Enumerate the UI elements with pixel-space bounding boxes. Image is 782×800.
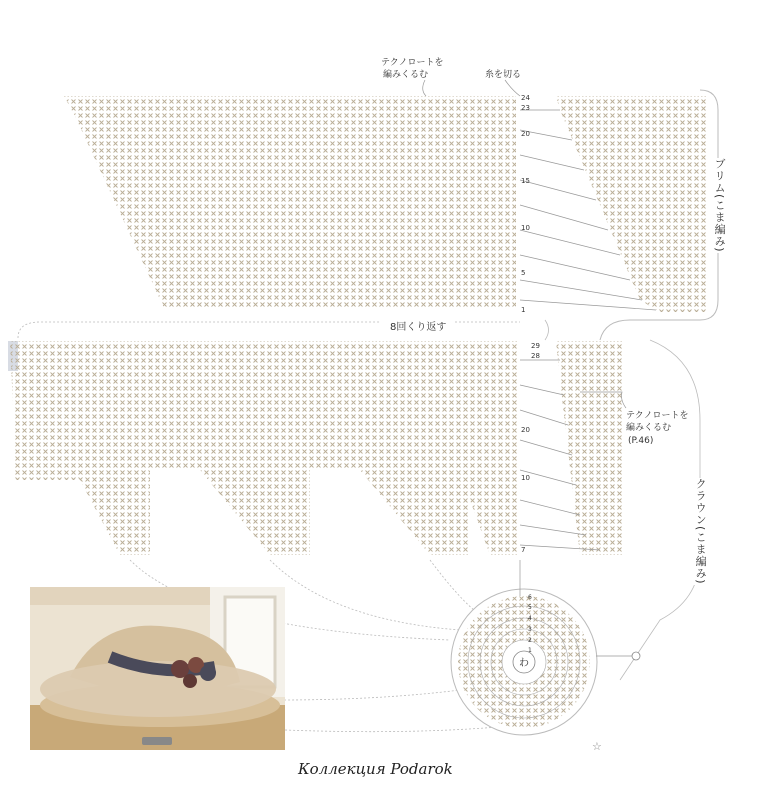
circle-row-num: 1 — [528, 647, 532, 654]
techno-note-mid-ref: (P.46) — [628, 436, 654, 446]
brim-label — [713, 158, 725, 253]
brim-row-num: 15 — [521, 177, 530, 185]
cut-yarn-note: 糸を切る — [485, 70, 522, 80]
repeat-annotation — [18, 321, 520, 338]
circle-row-num: 4 — [528, 615, 532, 622]
crown-row-num: 7 — [521, 546, 526, 554]
brim-chart — [64, 90, 718, 340]
crown-label — [694, 478, 706, 585]
brim-row-num: 10 — [521, 224, 530, 232]
crown-row-num: 28 — [531, 352, 540, 360]
circle-row-num: 3 — [528, 626, 532, 633]
brim-row-num: 24 — [521, 94, 530, 102]
techno-note-top-1: テクノロートを — [381, 58, 444, 68]
brim-row-num: 23 — [521, 104, 530, 112]
techno-note-mid-1: テクノロートを — [626, 411, 689, 421]
hat-photo — [30, 587, 285, 750]
crown-row-num: 10 — [521, 474, 530, 482]
circle-row-num: 5 — [528, 604, 532, 611]
crown-top-circle — [451, 560, 640, 753]
repeat-note: 8回くり返す — [390, 322, 447, 333]
crown-row-num: 20 — [521, 426, 530, 434]
crown-right-panel — [556, 341, 622, 555]
brim-right-panel — [556, 96, 706, 312]
circle-row-num: 6 — [528, 594, 532, 601]
crown-chart — [8, 341, 622, 555]
brim-row-num: 5 — [521, 269, 526, 277]
crown-row-num: 29 — [531, 342, 540, 350]
svg-text:☆: ☆ — [592, 740, 602, 753]
techno-note-mid-2: 編みくるむ — [626, 423, 672, 433]
brim-row-num: 20 — [521, 130, 530, 138]
crown-row-numbers — [521, 342, 540, 554]
photo-caption: Коллекция Podarok — [298, 760, 453, 778]
magic-ring-label: わ — [519, 658, 529, 669]
brim-subtitle: (こま編み) — [713, 194, 727, 253]
techno-note-top-2: 編みくるむ — [383, 70, 429, 80]
crown-segment-4 — [470, 440, 518, 555]
brim-annotations — [381, 57, 521, 96]
crown-title: クラウン — [694, 478, 708, 526]
crown-segment-3 — [310, 360, 470, 555]
crown-subtitle: (こま編み) — [694, 526, 708, 585]
brim-row-num: 1 — [521, 306, 526, 314]
brim-title: ブリム — [713, 158, 727, 194]
circle-row-num: 2 — [528, 637, 532, 644]
crown-segment-2 — [150, 380, 310, 555]
